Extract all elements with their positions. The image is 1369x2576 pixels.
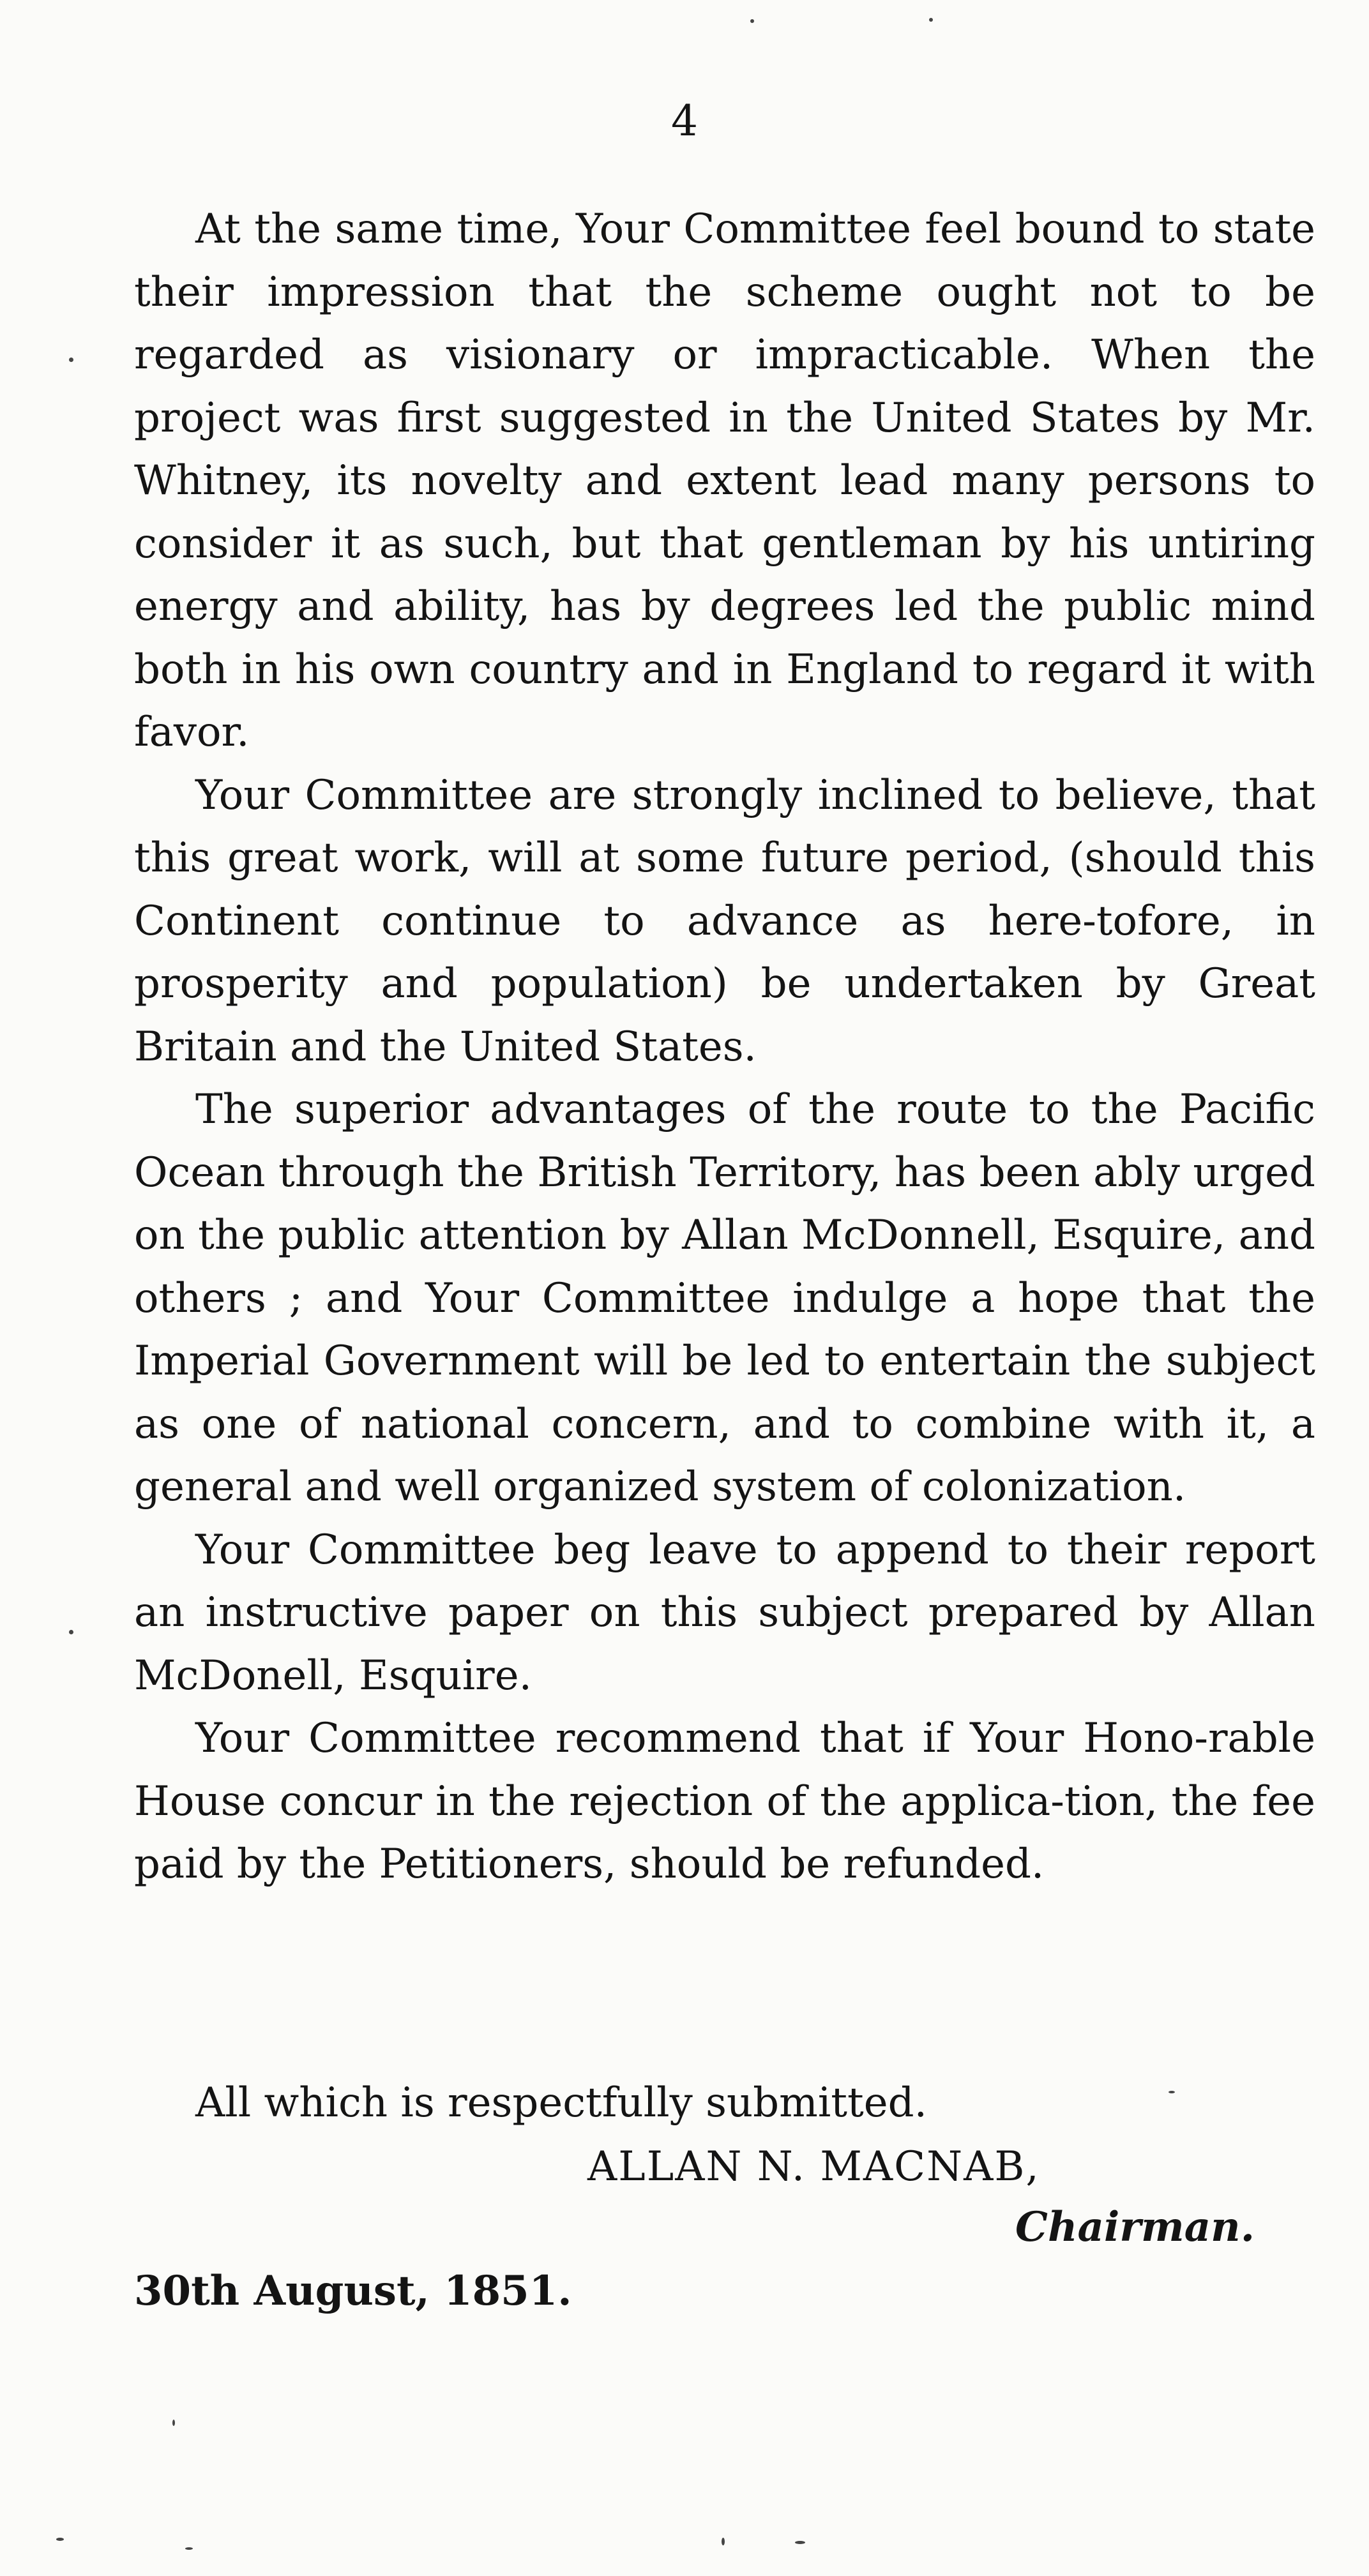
scan-speck: [722, 2538, 725, 2545]
paragraph-appendix: Your Committee beg leave to append to their report an instructive paper on this subject prepared by Allan McDonell, Esquire.: [134, 1526, 1315, 1699]
scan-speck: [69, 358, 73, 362]
closing-statement: All which is respectfully submitted.: [195, 2079, 927, 2127]
scan-speck: [172, 2420, 175, 2426]
scan-speck: [69, 1630, 73, 1634]
signatory-name: ALLAN N. MACNAB,: [587, 2143, 1040, 2190]
report-date: 30th August, 1851.: [134, 2267, 572, 2315]
scan-speck: [795, 2541, 805, 2544]
scan-speck: [929, 18, 933, 22]
scan-speck: [56, 2538, 64, 2541]
page-number: 4: [671, 96, 698, 146]
signatory-title: Chairman.: [1015, 2203, 1255, 2251]
scan-speck: [1169, 2091, 1175, 2093]
paragraph-feasibility: At the same time, Your Committee feel bound to state their impression that the scheme ought not to be regarded as visionary or impracticable. When the project was first suggested in the United States by Mr. Whitney, its novelty and extent lead many persons to consider it as such, but that gentleman by his untiring energy and ability, has by degrees led the public mind both in his own country and in England to regard it with favor.: [134, 206, 1315, 756]
paragraph-british-route: The superior advantages of the route to the Pacific Ocean through the British Territory, has been ably urged on the public attention by Allan McDonnell, Esquire, and others ; and Your Committee indulge a hope that the Imperial Government will be led to entertain the subject as one of national concern, and to combine with it, a general and well organized system of colonization.: [134, 1086, 1315, 1510]
paragraph-fee-refund: Your Committee recommend that if Your Hono-rable House concur in the rejection of the applica-tion, the fee paid by the Petitioners, should be refunded.: [134, 1715, 1315, 1888]
report-body: [134, 198, 1315, 1896]
scan-speck: [185, 2547, 193, 2550]
paragraph-future-undertaking: Your Committee are strongly inclined to believe, that this great work, will at some future period, (should this Continent continue to advance as here-tofore, in prosperity and population) be undertaken by Great Britain and the United States.: [134, 771, 1315, 1071]
scan-speck: [750, 19, 754, 23]
